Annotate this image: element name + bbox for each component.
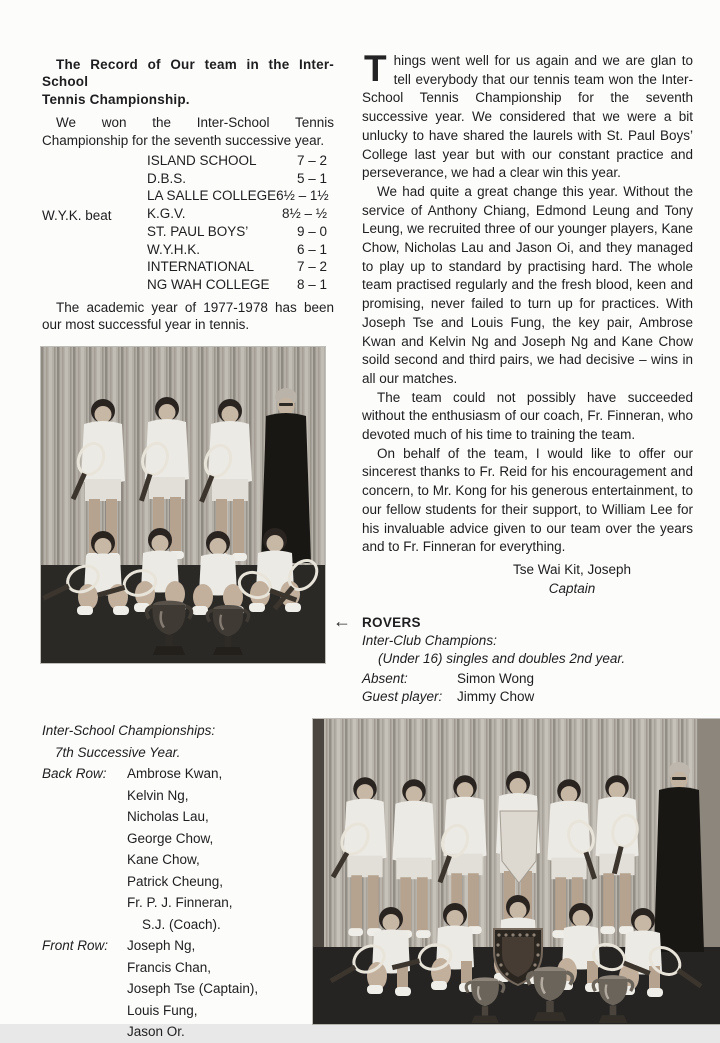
player-name: Francis Chan, xyxy=(127,959,212,975)
player-name: Joseph Tse (Captain), xyxy=(127,981,259,996)
article-paragraph-2: We had quite a great change this year. Without the service of Anthony Chiang, Edmond Leung and Tony Leung, we recruited three of our younger players, Kane Chow, Nicholas Lau and Jason Oi, and they managed to play up to standard by practising hard. The whole team practised regularly and the fresh blood, keen and promising, never failed to turn up for practices. With Joseph Tse and Louis Fung, the key pair, Ambrose Kwan and Kelvin Ng and Joseph Ng and Kane Chow soild second and third pairs, we had decisive – wins in all our matches. xyxy=(362,183,693,386)
player-name: Patrick Cheung, xyxy=(127,873,224,889)
article-paragraph-1 xyxy=(362,48,693,183)
result-row xyxy=(147,205,327,223)
result-row xyxy=(147,276,327,294)
player-name: Kane Chow, xyxy=(127,852,200,867)
player-name: S.J. (Coach). xyxy=(142,916,221,932)
player-name: Jason Or. xyxy=(127,1024,185,1039)
rovers-title: ROVERS xyxy=(362,614,421,630)
rovers-section xyxy=(333,610,693,706)
player-name: Ambrose Kwan, xyxy=(127,766,223,781)
player-name: Fr. P. J. Finneran, xyxy=(127,895,233,910)
match-score: 6 – 1 xyxy=(296,241,327,257)
rovers-subtitle: Inter-Club Champions: xyxy=(362,633,497,649)
rovers-detail-label: Absent: xyxy=(362,670,408,686)
opponent-name: ISLAND SCHOOL xyxy=(147,153,257,169)
back-row-names xyxy=(127,763,314,935)
article-heading xyxy=(42,56,334,108)
match-score: 9 – 0 xyxy=(296,223,327,239)
player-name: Nicholas Lau, xyxy=(127,809,209,824)
heading-line1: The Record of Our team in the Inter-School xyxy=(42,57,334,90)
rovers-detail-value: Jimmy Chow xyxy=(457,688,535,704)
results-table xyxy=(42,152,334,294)
result-row xyxy=(147,152,327,170)
caption-subtitle: 7th Successive Year. xyxy=(55,744,181,760)
dropcap-letter: T xyxy=(364,48,387,89)
rovers-detail-row xyxy=(362,670,693,688)
results-rows xyxy=(147,152,327,294)
opponent-name: W.Y.H.K. xyxy=(147,241,201,257)
opponent-name: ST. PAUL BOYS’ xyxy=(147,223,249,239)
team-photo-rovers xyxy=(313,719,720,1024)
result-row xyxy=(147,187,327,205)
heading-line2: Tennis Championship. xyxy=(42,91,190,107)
player-name: George Chow, xyxy=(127,830,214,846)
match-score: 7 – 2 xyxy=(296,259,327,275)
opponent-name: K.G.V. xyxy=(147,206,186,222)
right-column xyxy=(333,48,693,706)
result-row xyxy=(147,170,327,188)
match-score: 6½ – 1½ xyxy=(276,188,329,204)
article-paragraph-4: On behalf of the team, I would like to offer our sincerest thanks to Fr. Reid for his encouragement and concern, to Mr. Kong for his generous entertainment, to our fellow students for their support, to William Lee for his invaluable advice given to our team over the years and to Fr. Finneran for everything. xyxy=(362,445,693,555)
signature-name: Tse Wai Kit, Joseph xyxy=(512,561,632,577)
team-photo-interschool xyxy=(41,347,325,663)
match-score: 8½ – ½ xyxy=(281,206,327,222)
coach-priest xyxy=(654,762,704,952)
intro-paragraph: We won the Inter-School Tennis Championship for the seventh successive year. xyxy=(42,115,334,148)
signature-title: Captain xyxy=(548,581,596,597)
rovers-details xyxy=(362,670,693,706)
signature-block xyxy=(467,560,677,599)
opponent-name: LA SALLE COLLEGE xyxy=(147,188,277,204)
player-name: Kelvin Ng, xyxy=(127,787,189,803)
back-row-label: Back Row: xyxy=(42,766,107,781)
back-row-caption xyxy=(42,763,314,935)
closing-paragraph: The academic year of 1977-1978 has been our most successful year in tennis. xyxy=(42,300,334,333)
front-row-caption xyxy=(42,935,314,1043)
front-row-label: Front Row: xyxy=(42,938,109,953)
photo-caption xyxy=(42,720,314,1043)
left-column xyxy=(42,56,334,347)
match-score: 7 – 2 xyxy=(296,153,327,169)
opponent-name: NG WAH COLLEGE xyxy=(147,276,270,292)
match-score: 8 – 1 xyxy=(296,276,327,292)
paragraph-1-text: hings went well for us again and we are glan to tell everybody that our tennis team won the Inter-School Tennis Championship for the seventh successive year. We considered that we were a bit unlucky to have shared the laurels with St. Paul Boys’ College last year but with our constant practice and perseverance, we had a clear win this year. xyxy=(362,53,693,181)
result-row xyxy=(147,258,327,276)
opponent-name: D.B.S. xyxy=(147,170,187,186)
result-row xyxy=(147,223,327,241)
rovers-detail-value: Simon Wong xyxy=(457,670,535,686)
article-paragraph-3: The team could not possibly have succeeded without the enthusiasm of our coach, Fr. Finneran, who devoted much of his time to training the team. xyxy=(362,389,693,443)
player-name: Joseph Ng, xyxy=(127,938,196,953)
player-name: Louis Fung, xyxy=(127,1002,198,1018)
rovers-detail-row xyxy=(362,688,693,706)
rovers-detail-label: Guest player: xyxy=(362,688,443,704)
front-row-names xyxy=(127,935,314,1043)
match-score: 5 – 1 xyxy=(296,170,327,186)
result-row xyxy=(147,241,327,259)
opponent-name: INTERNATIONAL xyxy=(147,259,255,275)
left-arrow-icon: ← xyxy=(333,610,351,631)
caption-title: Inter-School Championships: xyxy=(42,723,216,738)
results-label: W.Y.K. beat xyxy=(42,208,112,224)
rovers-achievement: (Under 16) singles and doubles 2nd year. xyxy=(378,651,626,667)
